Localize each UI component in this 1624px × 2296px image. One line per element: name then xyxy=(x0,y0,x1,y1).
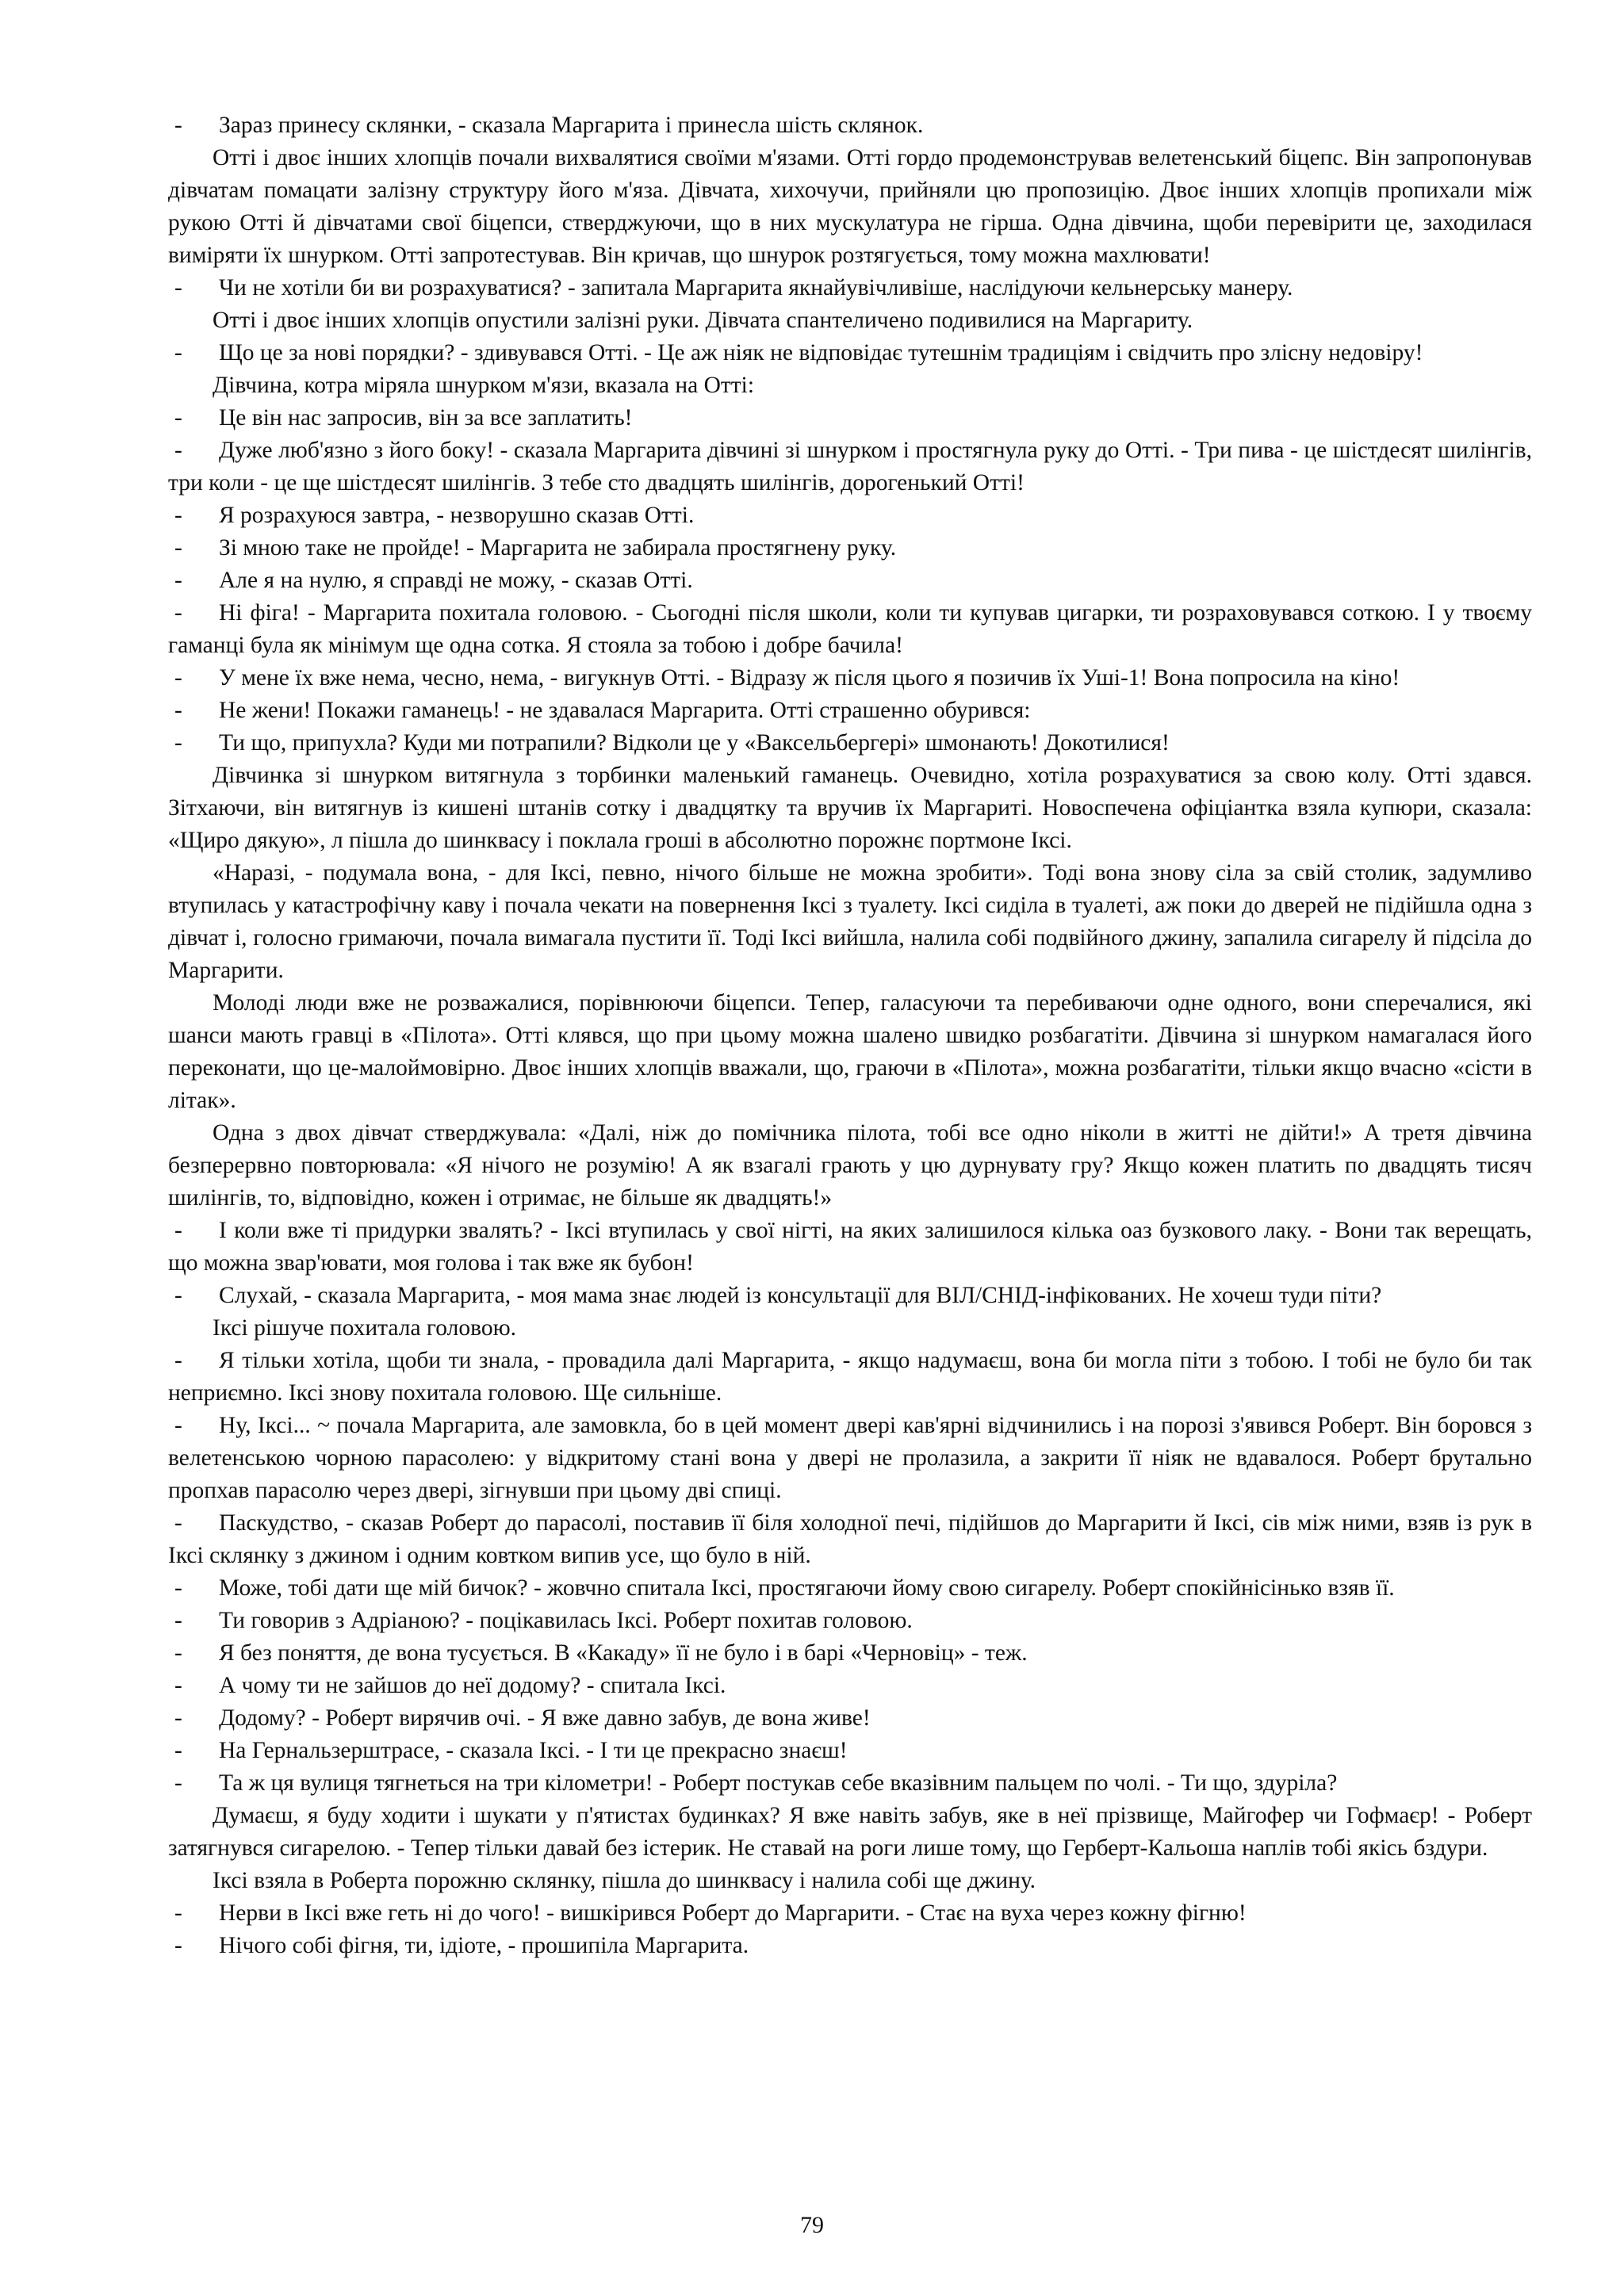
dialogue-paragraph xyxy=(168,434,1532,499)
dialogue-dash: - xyxy=(174,535,182,561)
dialogue-paragraph xyxy=(168,662,1532,695)
paragraph-text: Може, тобі дати ще мій бичок? - жовчно спитала Іксі, простягаючи йому свою сигарелу. Роберт спокійнісінько взяв її. xyxy=(219,1575,1395,1601)
dialogue-dash: - xyxy=(174,1705,182,1731)
dialogue-dash: - xyxy=(174,1608,182,1633)
dialogue-dash: - xyxy=(174,1900,182,1926)
dialogue-paragraph xyxy=(168,597,1532,662)
paragraph-text: Паскудство, - сказав Роберт до парасолі, поставив її біля холодної печі, підійшов до Маргарити й Іксі, сів між ними, взяв із рук в Іксі склянку з джином і одним ковтком випив усе, що було в ній. xyxy=(168,1510,1532,1568)
dialogue-paragraph xyxy=(168,1930,1532,1962)
dialogue-dash: - xyxy=(174,1738,182,1763)
dialogue-dash: - xyxy=(174,1575,182,1601)
narrative-paragraph: Дівчина, котра міряла шнурком м'язи, вказала на Отті: xyxy=(213,373,755,398)
dialogue-paragraph xyxy=(168,1572,1532,1605)
dialogue-paragraph xyxy=(168,727,1532,760)
paragraph-text: Це він нас запросив, він за все заплатить! xyxy=(219,405,633,430)
narrative-paragraph: Молоді люди вже не розважалися, порівнюючи біцепси. Тепер, галасуючи та перебиваючи одне одного, вони сперечалися, які шанси мають гравці в «Пілота». Отті клявся, що при цьому можна шалено швидко розбагатіти. Дівчина зі шнурком намагалася його переконати, що це-малоймовірно. Двоє інших хлопців вважали, що, граючи в «Пілота», можна розбагатіти, тільки якщо вчасно «сісти в літак». xyxy=(168,990,1532,1113)
dialogue-paragraph xyxy=(168,1410,1532,1507)
dialogue-paragraph xyxy=(168,1637,1532,1670)
narrative-paragraph: «Наразі, - подумала вона, - для Іксі, певно, нічого більше не можна зробити». Тоді вона знову сіла за свій столик, задумливо втупилась у катастрофічну каву і почала чекати на повернення Іксі з туалету. Іксі сиділа в туалеті, аж поки до дверей не підійшла одна з дівчат і, голосно гримаючи, почала вимагала пустити її. Тоді Іксі вийшла, налила собі подвійного джину, запалила сигарелу й підсіла до Маргарити. xyxy=(168,860,1532,983)
paragraph-text: Зі мною таке не пройде! - Маргарита не забирала простягнену руку. xyxy=(219,535,897,561)
paragraph-text: Додому? - Роберт вирячив очі. - Я вже давно забув, де вона живе! xyxy=(219,1705,871,1731)
narrative-paragraph: Отті і двоє інших хлопців опустили залізні руки. Дівчата спантеличено подивилися на Маргариту. xyxy=(213,308,1193,333)
page-number: 79 xyxy=(800,2212,824,2238)
dialogue-dash: - xyxy=(174,698,182,723)
paragraph-text: Ти що, припухла? Куди ми потрапили? Відколи це у «Ваксельбергері» шмонають! Докотилися! xyxy=(219,730,1170,756)
dialogue-paragraph xyxy=(168,1215,1532,1280)
narrative-paragraph: Іксі рішуче похитала головою. xyxy=(213,1315,517,1341)
paragraph-text: Але я на нулю, я справді не можу, - сказав Отті. xyxy=(219,568,693,593)
dialogue-dash: - xyxy=(174,1348,182,1373)
dialogue-paragraph xyxy=(168,109,1532,142)
narrative-paragraph: Іксі взяла в Роберта порожню склянку, пішла до шинквасу і налила собі ще джину. xyxy=(213,1868,1036,1893)
narrative-paragraph: Одна з двох дівчат стверджувала: «Далі, ніж до помічника пілота, тобі все одно ніколи в житті не дійти!» А третя дівчина безперервно повторювала: «Я нічого не розумію! А як взагалі грають у цю дурнувату гру? Якщо кожен платить по двадцять тисяч шилінгів, то, відповідно, кожен і отримає, не більше як двадцять!» xyxy=(168,1120,1532,1211)
paragraph-text: Та ж ця вулиця тягнеться на три кілометри! - Роберт постукав себе вказівним пальцем по чолі. - Ти що, здуріла? xyxy=(219,1770,1338,1796)
dialogue-paragraph xyxy=(168,1767,1532,1800)
dialogue-dash: - xyxy=(174,1933,182,1958)
dialogue-paragraph xyxy=(168,695,1532,727)
paragraph-text: На Гернальзерштрасе, - сказала Іксі. - І ти це прекрасно знаєш! xyxy=(219,1738,848,1763)
paragraph-text: А чому ти не зайшов до неї додому? - спитала Іксі. xyxy=(219,1673,726,1698)
dialogue-paragraph xyxy=(168,272,1532,304)
narrative-paragraph: Дівчинка зі шнурком витягнула з торбинки маленький гаманець. Очевидно, хотіла розрахуватися за свою колу. Отті здався. Зітхаючи, він витягнув із кишені штанів сотку і двадцятку та вручив їх Маргариті. Новоспечена офіціантка взяла купюри, сказала: «Щиро дякую», л пішла до шинквасу і поклала гроші в абсолютно порожнє портмоне Іксі. xyxy=(168,763,1532,853)
paragraph-text: Я тільки хотіла, щоби ти знала, - провадила далі Маргарита, - якщо надумаєш, вона би могла піти з тобою. І тобі не було би так неприємно. Іксі знову похитала головою. Ще сильніше. xyxy=(168,1348,1532,1406)
paragraph-text: У мене їх вже нема, чесно, нема, - вигукнув Отті. - Відразу ж після цього я позичив їх Уші-1! Вона попросила на кіно! xyxy=(219,665,1400,691)
dialogue-paragraph xyxy=(168,499,1532,532)
page-text-body xyxy=(168,109,1532,1962)
dialogue-paragraph xyxy=(168,532,1532,564)
paragraph-text: Я без поняття, де вона тусується. В «Какаду» її не було і в барі «Черновіц» - теж. xyxy=(219,1640,1028,1666)
dialogue-paragraph xyxy=(168,1507,1532,1572)
dialogue-dash: - xyxy=(174,730,182,756)
dialogue-dash: - xyxy=(174,503,182,528)
dialogue-paragraph xyxy=(168,1702,1532,1735)
dialogue-paragraph xyxy=(168,1280,1532,1312)
paragraph-text: Ні фіга! - Маргарита похитала головою. - Сьогодні після школи, коли ти купував цигарки, ти розраховувався соткою. І у твоєму гаманці була як мінімум ще одна сотка. Я стояла за тобою і добре бачила! xyxy=(168,600,1532,658)
paragraph-text: Зараз принесу склянки, - сказала Маргарита і принесла шість склянок. xyxy=(219,113,924,138)
narrative-paragraph: Думаєш, я буду ходити і шукати у п'ятистах будинках? Я вже навіть забув, яке в неї прізвище, Майгофер чи Гофмаєр! - Роберт затягнувся сигарелою. - Тепер тільки давай без істерик. Не ставай на роги лише тому, що Герберт-Кальоша наплів тобі якісь бздури. xyxy=(168,1803,1532,1861)
dialogue-dash: - xyxy=(174,113,182,138)
dialogue-dash: - xyxy=(174,1673,182,1698)
paragraph-text: Слухай, - сказала Маргарита, - моя мама знає людей із консультації для ВІЛ/СНІД-інфікованих. Не хочеш туди піти? xyxy=(219,1283,1382,1308)
paragraph-text: І коли вже ті придурки звалять? - Іксі втупилась у свої нігті, на яких залишилося кілька оаз бузкового лаку. - Вони так верещать, що можна звар'ювати, моя голова і так вже як бубон! xyxy=(168,1218,1532,1276)
dialogue-paragraph xyxy=(168,1605,1532,1637)
dialogue-dash: - xyxy=(174,405,182,430)
narrative-paragraph: Отті і двоє інших хлопців почали вихвалятися своїми м'язами. Отті гордо продемонстрував велетенський біцепс. Він запропонував дівчатам помацати залізну структуру його м'яза. Дівчата, хихочучи, прийняли цю пропозицію. Двоє інших хлопців пропихали між рукою Отті й дівчатами свої біцепси, стверджуючи, що в них мускулатура не гірша. Одна дівчина, щоби перевірити це, заходилася виміряти їх шнурком. Отті запротестував. Він кричав, що шнурок розтягується, тому можна махлювати! xyxy=(168,145,1532,268)
paragraph-text: Ну, Іксі... ~ почала Маргарита, але замовкла, бо в цей момент двері кав'ярні відчинились і на порозі з'явився Роберт. Він боровся з велетенською чорною парасолею: у відкритому стані вона у двері не пролазила, а закрити її ніяк не вдавалося. Роберт брутально пропхав парасолю через двері, зігнувши при цьому дві спиці. xyxy=(168,1413,1532,1503)
dialogue-dash: - xyxy=(174,1283,182,1308)
dialogue-paragraph xyxy=(168,402,1532,434)
paragraph-text: Чи не хотіли би ви розрахуватися? - запитала Маргарита якнайувічливіше, наслідуючи кельнерську манеру. xyxy=(219,275,1293,300)
dialogue-dash: - xyxy=(174,1510,182,1536)
paragraph-text: Нічого собі фігня, ти, ідіоте, - прошипіла Маргарита. xyxy=(219,1933,749,1958)
dialogue-dash: - xyxy=(174,438,182,463)
paragraph-text: Нерви в Іксі вже геть ні до чого! - вишкірився Роберт до Маргарити. - Стає на вуха через кожну фігню! xyxy=(219,1900,1247,1926)
dialogue-paragraph xyxy=(168,337,1532,369)
dialogue-dash: - xyxy=(174,665,182,691)
dialogue-dash: - xyxy=(174,1770,182,1796)
dialogue-paragraph xyxy=(168,1345,1532,1410)
dialogue-dash: - xyxy=(174,340,182,365)
dialogue-dash: - xyxy=(174,1413,182,1438)
dialogue-dash: - xyxy=(174,275,182,300)
paragraph-text: Я розрахуюся завтра, - незворушно сказав Отті. xyxy=(219,503,695,528)
paragraph-text: Не жени! Покажи гаманець! - не здавалася Маргарита. Отті страшенно обурився: xyxy=(219,698,1031,723)
dialogue-paragraph xyxy=(168,1897,1532,1930)
dialogue-dash: - xyxy=(174,600,182,626)
dialogue-paragraph xyxy=(168,1735,1532,1767)
paragraph-text: Дуже люб'язно з його боку! - сказала Маргарита дівчині зі шнурком і простягнула руку до Отті. - Три пива - це шістдесят шилінгів, три коли - це ще шістдесят шилінгів. З тебе сто двадцять шилінгів, дорогенький Отті! xyxy=(168,438,1532,496)
paragraph-text: Що це за нові порядки? - здивувався Отті. - Це аж ніяк не відповідає тутешнім традиціям і свідчить про злісну недовіру! xyxy=(219,340,1423,365)
dialogue-dash: - xyxy=(174,568,182,593)
dialogue-dash: - xyxy=(174,1640,182,1666)
dialogue-dash: - xyxy=(174,1218,182,1243)
dialogue-paragraph xyxy=(168,1670,1532,1702)
paragraph-text: Ти говорив з Адріаною? - поцікавилась Іксі. Роберт похитав головою. xyxy=(219,1608,913,1633)
dialogue-paragraph xyxy=(168,564,1532,597)
